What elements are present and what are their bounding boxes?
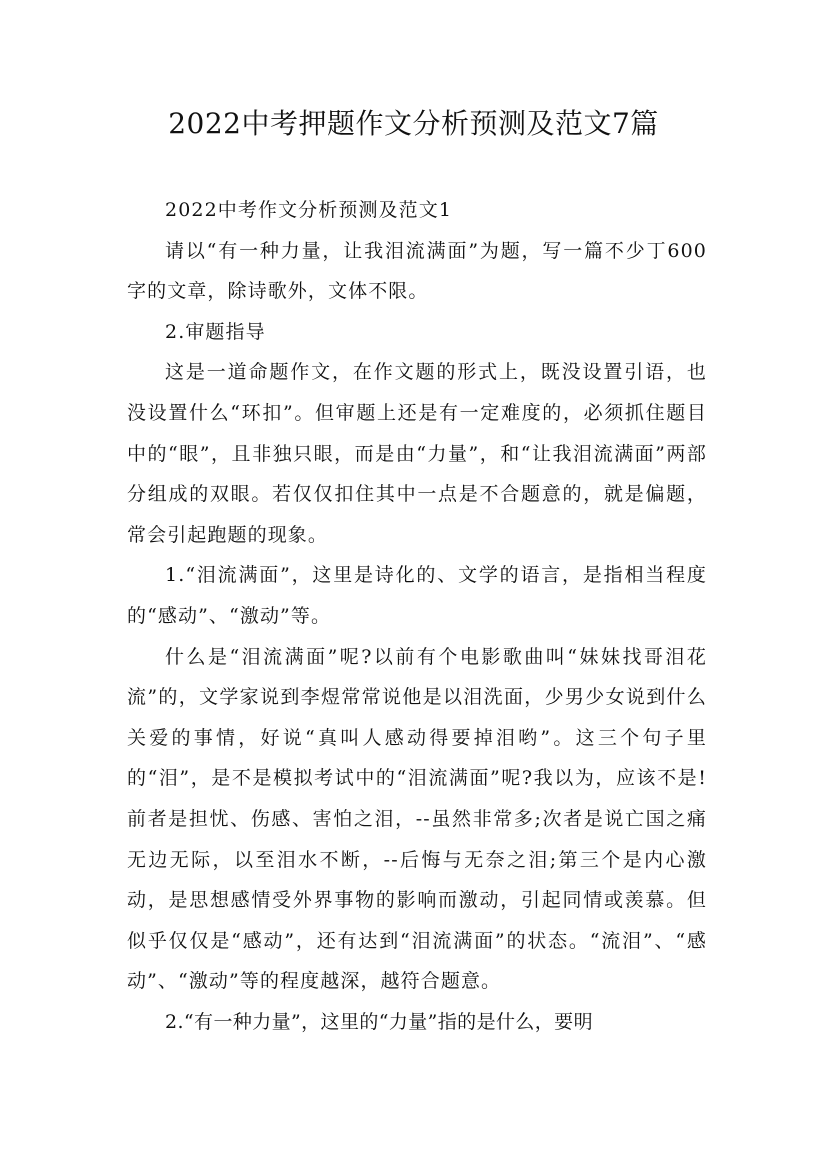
- document-title: 2022中考押题作文分析预测及范文7篇: [168, 107, 659, 140]
- explanation-paragraph: 什么是“泪流满面”呢?以前有个电影歌曲叫“妹妹找哥泪花流”的，文学家说到李煜常常说他是以泪洗面，少男少女说到什么关爱的事情，好说“真叫人感动得要掉泪哟”。这三个句子里的“泪”，是不是模拟考试中的“泪流满面”呢?我以为，应该不是!前者是担忧、伤感、害怕之泪，--虽然非常多;次者是说亡国之痛无边无际，以至泪水不断，--后悔与无奈之泪;第三个是内心激动，是思想感情受外界事物的影响而激动，引起同情或羡慕。但似乎仅仅是“感动”，还有达到“泪流满面”的状态。“流泪”、“感动”、“激动”等的程度越深，越符合题意。: [127, 645, 707, 993]
- point-two-paragraph: 2.“有一种力量”，这里的“力量”指的是什么，要明: [165, 1010, 593, 1033]
- prompt-paragraph: 请以“有一种力量，让我泪流满面”为题，写一篇不少丁600字的文章，除诗歌外，文体不限。: [127, 239, 707, 303]
- document-body: [127, 190, 707, 1042]
- section-heading: 2022中考作文分析预测及范文1: [165, 199, 453, 221]
- subheading-guidance: 2.审题指导: [165, 320, 266, 343]
- point-one-paragraph: 1.“泪流满面”，这里是诗化的、文学的语言，是指相当程度的“感动”、“激动”等。: [127, 564, 707, 627]
- guidance-paragraph: 这是一道命题作文，在作文题的形式上，既没设置引语，也没设置什么“环扣”。但审题上还是有一定难度的，必须抓住题目中的“眼”，且非独只眼，而是由“力量”，和“让我泪流满面”两部分组成的双眼。若仅仅扣住其中一点是不合题意的，就是偏题，常会引起跑题的现象。: [127, 361, 707, 546]
